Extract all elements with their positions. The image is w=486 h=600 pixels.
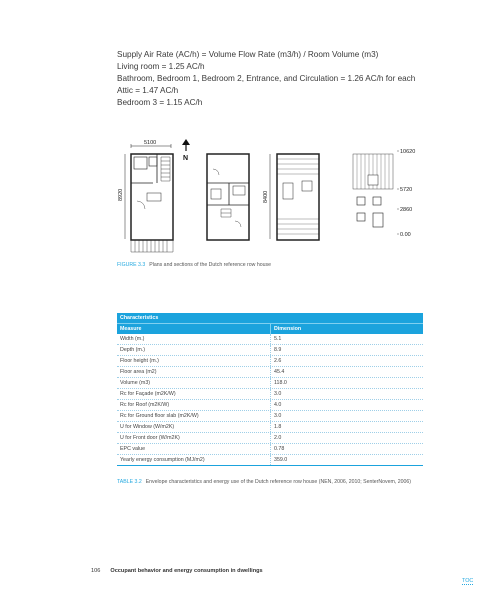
first-floor-plan bbox=[207, 154, 249, 240]
table-row bbox=[117, 378, 423, 389]
formula-line-2: Living room = 1.25 AC/h bbox=[117, 62, 205, 71]
table-row bbox=[117, 444, 423, 455]
cell-measure: Yearly energy consumption (MJ/m2) bbox=[120, 457, 205, 463]
formula-line-5: Bedroom 3 = 1.15 AC/h bbox=[117, 98, 203, 107]
table-row bbox=[117, 422, 423, 433]
toc-link[interactable]: TOC bbox=[462, 578, 474, 584]
attic-plan bbox=[263, 154, 319, 240]
north-arrow-icon bbox=[182, 139, 190, 162]
table-caption bbox=[117, 478, 427, 487]
cell-measure: Floor height (m.) bbox=[120, 358, 159, 364]
cell-measure: Depth (m.) bbox=[120, 347, 146, 353]
cell-value: 45.4 bbox=[270, 367, 423, 377]
formula-line-1: Supply Air Rate (AC/h) = Volume Flow Rate (m3/h) / Room Volume (m3) bbox=[117, 50, 379, 59]
header-measure: Measure bbox=[120, 326, 142, 332]
figure-caption bbox=[117, 262, 271, 268]
dim-8920: 8920 bbox=[118, 188, 124, 201]
ventilation-formula bbox=[117, 49, 415, 109]
cell-value: 2.6 bbox=[270, 356, 423, 366]
table-row bbox=[117, 411, 423, 422]
cell-measure: Rc for Façade (m2K/W) bbox=[120, 391, 176, 397]
cell-measure: Rc for Ground floor slab (m2K/W) bbox=[120, 413, 199, 419]
table-row bbox=[117, 400, 423, 411]
table-title: Characteristics bbox=[117, 313, 423, 323]
formula-line-3: Bathroom, Bedroom 1, Bedroom 2, Entrance, and Circulation = 1.26 AC/h for each bbox=[117, 74, 416, 83]
cell-value: 359.0 bbox=[270, 455, 423, 465]
dim-10620: 10620 bbox=[400, 149, 416, 155]
running-title: Occupant behavior and energy consumption in dwellings bbox=[110, 568, 263, 574]
figure-label: FIGURE 3.3 bbox=[117, 262, 146, 268]
dim-5720: 5720 bbox=[400, 187, 413, 193]
dim-000: 0.00 bbox=[400, 232, 411, 238]
north-label: N bbox=[183, 155, 189, 162]
cell-value: 0.78 bbox=[270, 444, 423, 454]
table-row bbox=[117, 356, 423, 367]
table-row bbox=[117, 433, 423, 444]
table-caption-text: Envelope characteristics and energy use of the Dutch reference row house (NEN, 2006, 2010; SenterNovem, 2006) bbox=[145, 479, 411, 485]
cell-measure: U for Window (W/m2K) bbox=[120, 424, 175, 430]
cell-value: 1.8 bbox=[270, 422, 423, 432]
cell-measure: Volume (m3) bbox=[120, 380, 151, 386]
cell-value: 118.0 bbox=[270, 378, 423, 388]
page-footer bbox=[91, 568, 263, 574]
dim-5100: 5100 bbox=[144, 140, 157, 146]
cell-measure: U for Front door (W/m2K) bbox=[120, 435, 180, 441]
cell-measure: EPC value bbox=[120, 446, 146, 452]
table-row bbox=[117, 345, 423, 356]
dim-2860: 2860 bbox=[400, 207, 413, 213]
header-dimension: Dimension bbox=[270, 324, 423, 334]
table-row bbox=[117, 334, 423, 345]
facade-elevation bbox=[353, 149, 415, 238]
ground-floor-plan bbox=[118, 140, 173, 252]
floor-plans-figure bbox=[117, 139, 417, 261]
table-row bbox=[117, 455, 423, 466]
cell-measure: Floor area (m2) bbox=[120, 369, 157, 375]
cell-value: 3.0 bbox=[270, 411, 423, 421]
cell-value: 5.1 bbox=[270, 334, 423, 344]
cell-measure: Width (m.) bbox=[120, 336, 145, 342]
table-label: TABLE 3.2 bbox=[117, 479, 142, 485]
figure-caption-text: Plans and sections of the Dutch reference row house bbox=[149, 262, 271, 268]
formula-line-4: Attic = 1.47 AC/h bbox=[117, 86, 179, 95]
cell-value: 2.0 bbox=[270, 433, 423, 443]
cell-value: 4.0 bbox=[270, 400, 423, 410]
dim-8400: 8400 bbox=[263, 190, 269, 203]
characteristics-table bbox=[117, 313, 423, 466]
page-number: 106 bbox=[91, 568, 101, 574]
cell-value: 3.0 bbox=[270, 389, 423, 399]
table-header-row bbox=[117, 323, 423, 334]
cell-value: 8.9 bbox=[270, 345, 423, 355]
table-row bbox=[117, 389, 423, 400]
table-row bbox=[117, 367, 423, 378]
cell-measure: Rc for Roof (m2K/W) bbox=[120, 402, 170, 408]
